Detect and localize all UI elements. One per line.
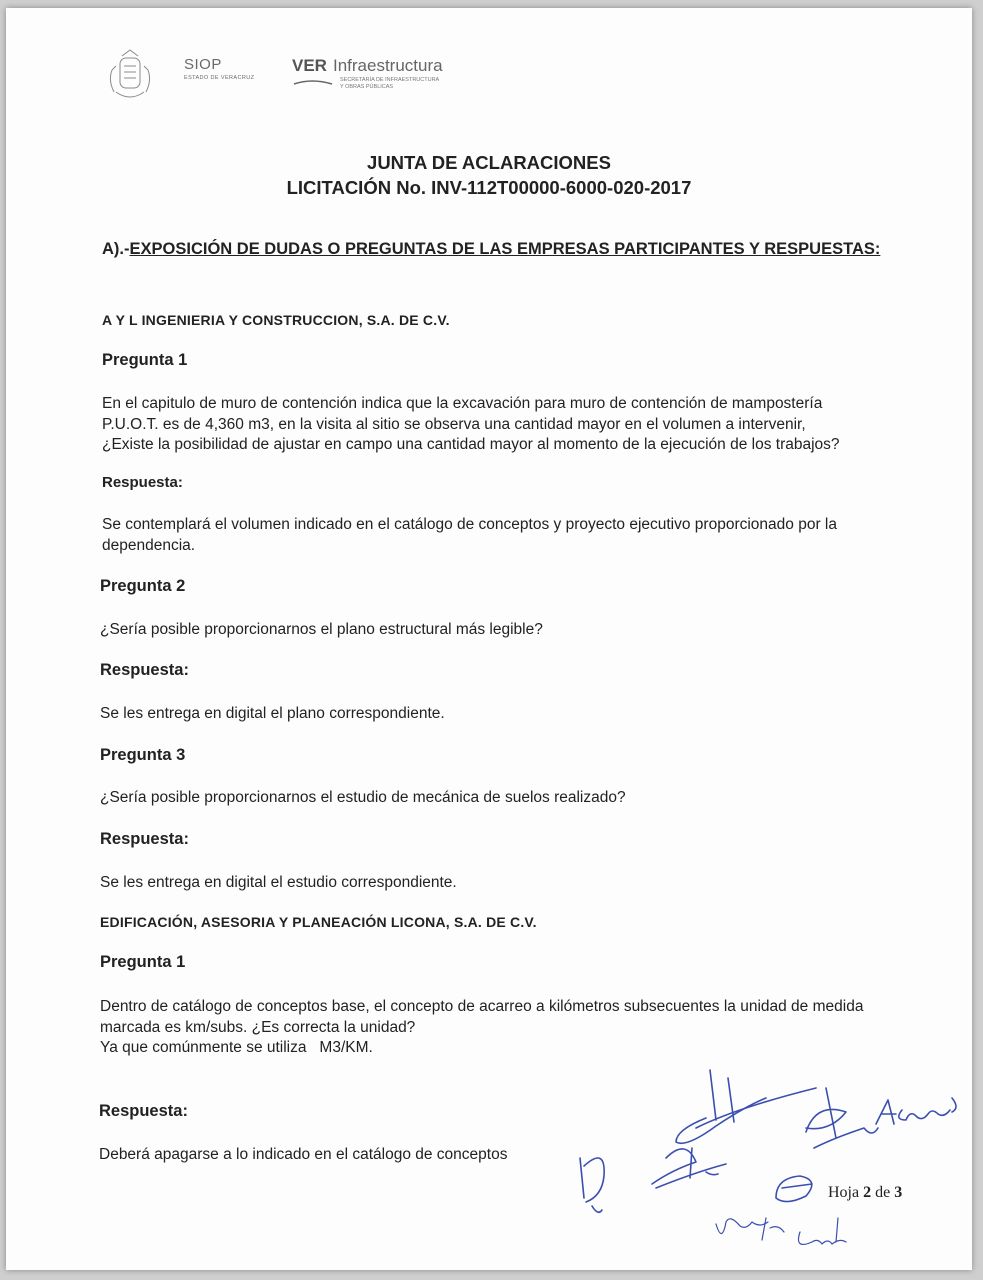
document-page: [6, 8, 972, 1270]
title-line2: LICITACIÓN No. INV-112T00000-6000-020-2017: [286, 177, 692, 198]
question-line: ¿Existe la posibilidad de ajustar en campo una cantidad mayor al momento de la ejecución de los trabajos?: [102, 436, 840, 453]
answer-text: Deberá apagarse a lo indicado en el catálogo de conceptos: [99, 1146, 508, 1163]
answer-label: Respuesta:: [100, 661, 189, 679]
signature-2: [676, 1070, 816, 1143]
question-text: ¿Sería posible proporcionarnos el estudio de mecánica de suelos realizado?: [100, 789, 626, 806]
ver-infraestructura-logo: [292, 56, 443, 91]
secretaria-text: [340, 77, 443, 91]
company-name-1: A Y L INGENIERIA Y CONSTRUCCION, S.A. DE C.V.: [102, 312, 450, 328]
signature-7: [716, 1218, 846, 1244]
secretaria-line1: SECRETARÍA DE INFRAESTRUCTURA: [340, 77, 440, 83]
page-number: [828, 1184, 902, 1202]
page-de: de: [875, 1184, 891, 1201]
question-label: Pregunta 3: [100, 746, 186, 764]
question-label: Pregunta 1: [102, 351, 188, 369]
title-line1: JUNTA DE ACLARACIONES: [367, 152, 611, 173]
question-line: P.U.O.T. es de 4,360 m3, en la visita al sitio se observa una cantidad mayor en el volumen a intervenir,: [102, 415, 806, 433]
question-line: En el capitulo de muro de contención indica que la excavación para muro de contención de mampostería: [102, 395, 823, 412]
question-text: [102, 394, 918, 456]
signature-3: [652, 1148, 726, 1188]
document-title: [6, 150, 972, 200]
veracruz-seal-logo: [106, 48, 154, 104]
signatures: [556, 1048, 976, 1263]
answer-line: dependencia.: [102, 536, 196, 554]
siop-logo: [184, 56, 254, 81]
section-prefix: A).-: [102, 240, 130, 258]
answer-label: Respuesta:: [100, 830, 189, 848]
page-current: 2: [863, 1184, 872, 1201]
question-line: Dentro de catálogo de conceptos base, el concepto de acarreo a kilómetros subsecuentes la unidad de medida: [100, 998, 864, 1015]
signature-4: [806, 1088, 878, 1148]
ver-text: VER: [292, 56, 327, 75]
question-text: ¿Sería posible proporcionarnos el plano estructural más legible?: [100, 621, 543, 638]
company-name-2: EDIFICACIÓN, ASESORIA Y PLANEACIÓN LICONA, S.A. DE C.V.: [100, 914, 537, 930]
section-heading: [102, 240, 880, 259]
signature-1: [580, 1158, 604, 1212]
page-total: 3: [894, 1184, 903, 1201]
question-line: marcada es km/subs. ¿Es correcta la unidad?: [100, 1018, 416, 1036]
answer-text: Se les entrega en digital el estudio correspondiente.: [100, 874, 457, 891]
siop-text: SIOP: [184, 56, 222, 73]
question-line: Ya que comúnmente se utiliza M3/KM.: [100, 1039, 373, 1056]
question-label: Pregunta 1: [100, 953, 186, 971]
answer-line: Se contemplará el volumen indicado en el catálogo de conceptos y proyecto ejecutivo proporcionado por la: [102, 516, 837, 533]
answer-text: Se les entrega en digital el plano correspondiente.: [100, 705, 445, 722]
question-label: Pregunta 2: [100, 577, 186, 595]
infraestructura-text: Infraestructura: [332, 56, 443, 75]
signature-5: [876, 1098, 956, 1124]
siop-subtext: ESTADO DE VERACRUZ: [184, 75, 255, 81]
section-heading-text: EXPOSICIÓN DE DUDAS O PREGUNTAS DE LAS EMPRESAS PARTICIPANTES Y RESPUESTAS:: [129, 240, 881, 258]
swoosh-icon: [292, 78, 334, 86]
page-hoja: Hoja: [828, 1184, 860, 1201]
answer-label: Respuesta:: [102, 474, 183, 491]
signature-6: [776, 1176, 812, 1202]
secretaria-line2: Y OBRAS PÚBLICAS: [340, 84, 394, 90]
answer-label: Respuesta:: [99, 1102, 188, 1120]
answer-text: [102, 515, 918, 556]
